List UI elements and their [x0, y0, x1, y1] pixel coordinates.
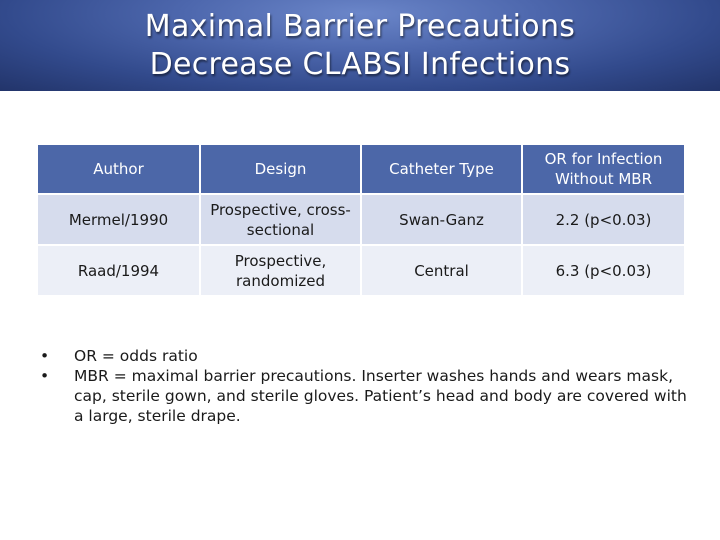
table-row	[38, 194, 684, 245]
bullet-list	[38, 346, 688, 426]
cell-design: Prospective, randomized	[200, 245, 361, 295]
table-header-row	[38, 145, 684, 194]
cell-catheter-type: Central	[361, 245, 522, 295]
slide-title-line-1: Maximal Barrier Precautions	[144, 9, 576, 44]
slide-title	[0, 8, 720, 84]
header-design: Design	[200, 145, 361, 194]
study-table	[38, 145, 684, 295]
table-row	[38, 245, 684, 295]
cell-author: Raad/1994	[38, 245, 200, 295]
header-author: Author	[38, 145, 200, 194]
list-item	[38, 346, 688, 366]
cell-odds-ratio: 2.2 (p<0.03)	[522, 194, 684, 245]
cell-catheter-type: Swan-Ganz	[361, 194, 522, 245]
bullet-text: OR = odds ratio	[74, 347, 198, 365]
bullet-text: MBR = maximal barrier precautions. Inserter washes hands and wears mask, cap, sterile gown, and sterile gloves. Patient’s head and body are covered with a large, sterile drape.	[74, 367, 687, 425]
cell-design: Prospective, cross-sectional	[200, 194, 361, 245]
header-or-for-infection: OR for Infection Without MBR	[522, 145, 684, 194]
cell-author: Mermel/1990	[38, 194, 200, 245]
cell-odds-ratio: 6.3 (p<0.03)	[522, 245, 684, 295]
list-item	[38, 366, 688, 426]
title-banner	[0, 0, 720, 91]
header-catheter-type: Catheter Type	[361, 145, 522, 194]
bullet-icon: •	[40, 347, 50, 365]
bullet-icon: •	[40, 367, 50, 385]
slide-title-line-2: Decrease CLABSI Infections	[149, 47, 571, 82]
